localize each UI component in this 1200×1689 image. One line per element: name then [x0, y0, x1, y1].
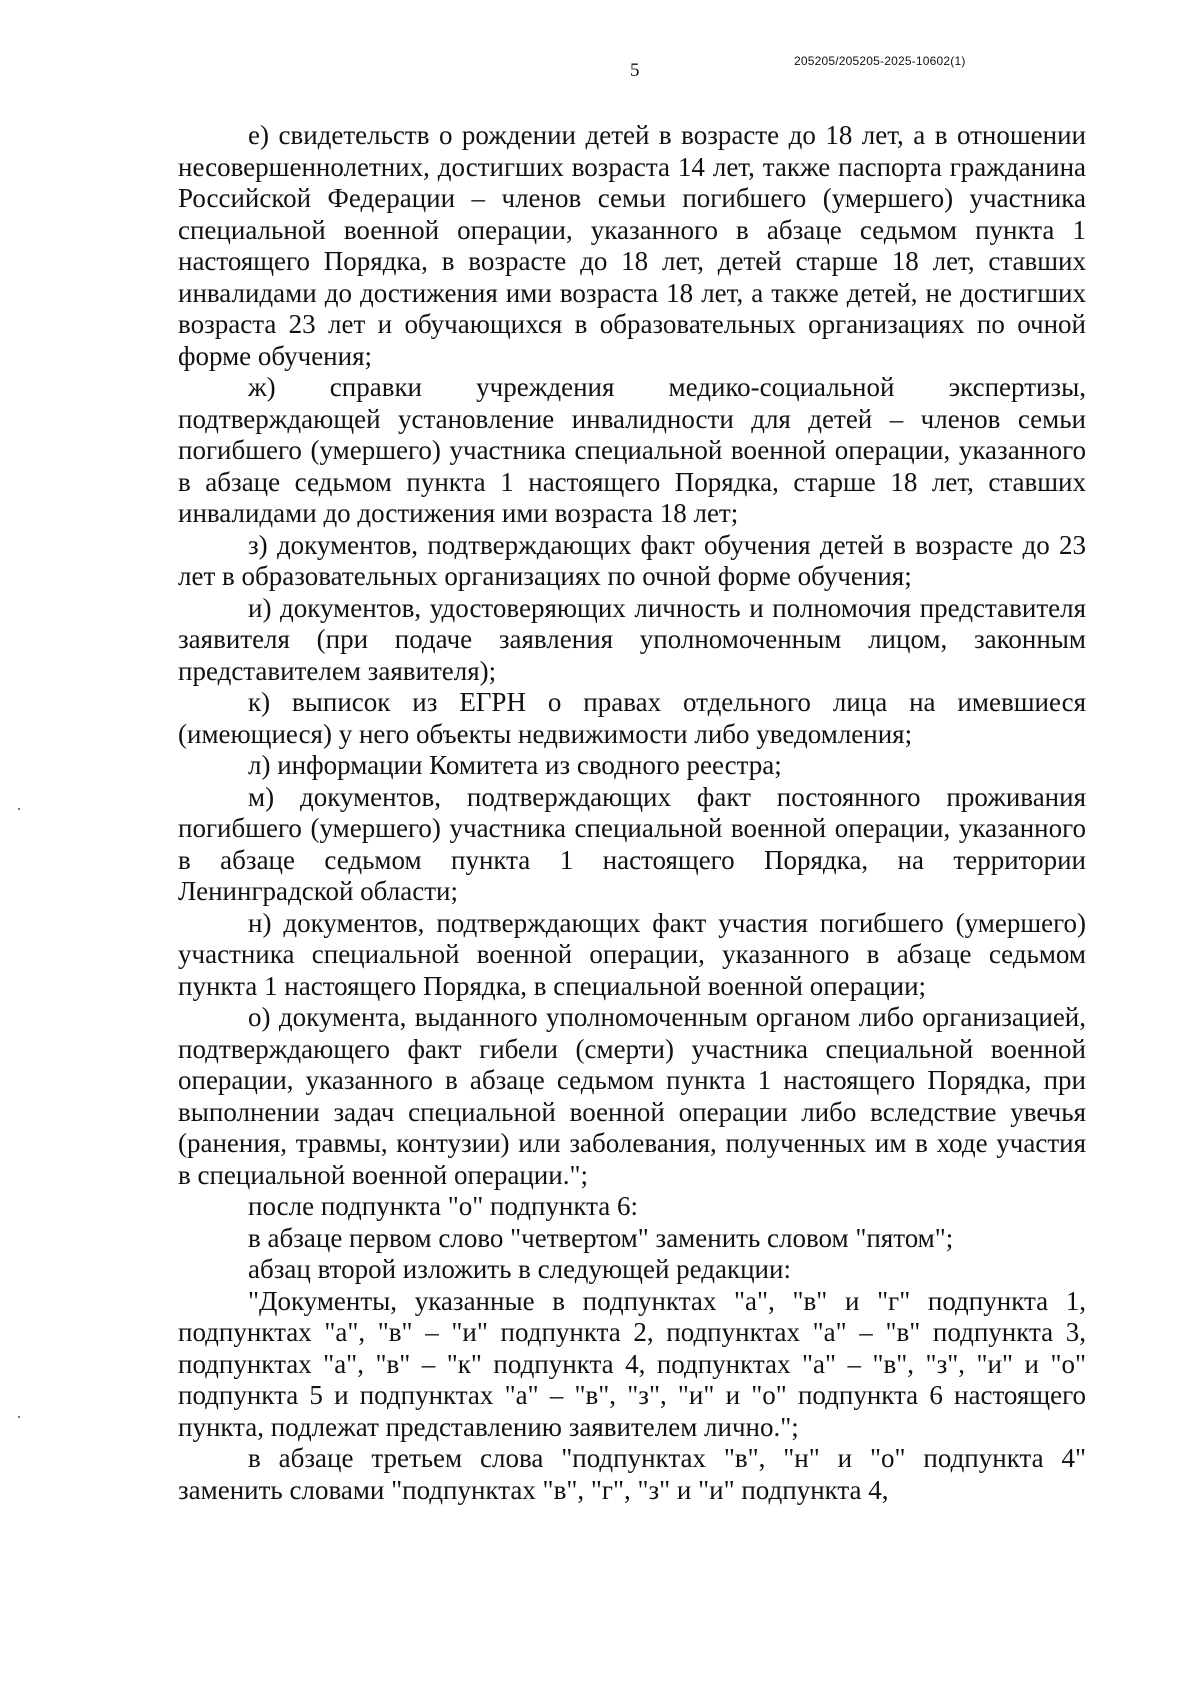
document-body: [178, 120, 1086, 1506]
paragraph-m: м) документов, подтверждающих факт постоянного проживания погибшего (умершего) участника специальной военной операции, указанного в абзаце седьмом пункта 1 настоящего Порядка, на территории Ленинградской области;: [178, 781, 1086, 906]
paragraph-i: и) документов, удостоверяющих личность и полномочия представителя заявителя (при подаче заявления уполномоченным лицом, законным представителем заявителя);: [178, 592, 1086, 686]
paragraph-zh: ж) справки учреждения медико-социальной экспертизы, подтверждающей установление инвалидности для детей – членов семьи погибшего (умершего) участника специальной военной операции, указанного в абзаце седьмом пункта 1 настоящего Порядка, старше 18 лет, ставших инвалидами до достижения ими возраста 18 лет;: [178, 372, 1086, 528]
paragraph-n: н) документов, подтверждающих факт участия погибшего (умершего) участника специальной военной операции, указанного в абзаце седьмом пункта 1 настоящего Порядка, в специальной военной операции;: [178, 907, 1086, 1001]
paragraph-l: л) информации Комитета из сводного реестра;: [248, 750, 782, 780]
paragraph-z: з) документов, подтверждающих факт обучения детей в возрасте до 23 лет в образовательных организациях по очной форме обучения;: [178, 529, 1086, 591]
document-id: 205205/205205-2025-10602(1): [794, 54, 966, 68]
paragraph-k: к) выписок из ЕГРН о правах отдельного лица на имевшиеся (имеющиеся) у него объекты недвижимости либо уведомления;: [178, 687, 1086, 749]
paragraph-third-abzats: в абзаце третьем слова "подпунктах "в", "н" и "о" подпункта 4" заменить словами "подпунктах "в", "г", "з" и "и" подпункта 4,: [178, 1443, 1086, 1505]
paragraph-second-abzats: абзац второй изложить в следующей редакции:: [248, 1254, 791, 1284]
paragraph-after-subitem-o: после подпункта "о" подпункта 6:: [248, 1191, 638, 1221]
paragraph-e: е) свидетельств о рождении детей в возрасте до 18 лет, а в отношении несовершеннолетних, достигших возраста 14 лет, также паспорта гражданина Российской Федерации – членов семьи погибшего (умершего) участника специальной военной операции, указанного в абзаце седьмом пункта 1 настоящего Порядка, в возрасте до 18 лет, детей старше 18 лет, ставших инвалидами до достижения ими возраста 18 лет, а также детей, не достигших возраста 23 лет и обучающихся в образовательных организациях по очной форме обучения;: [178, 120, 1086, 371]
paragraph-o: о) документа, выданного уполномоченным органом либо организацией, подтверждающего факт гибели (смерти) участника специальной военной операции, указанного в абзаце седьмом пункта 1 настоящего Порядка, при выполнении задач специальной военной операции либо вследствие увечья (ранения, травмы, контузии) или заболевания, полученных им в ходе участия в специальной военной операции.";: [178, 1002, 1086, 1190]
paragraph-first-abzats: в абзаце первом слово "четвертом" заменить словом "пятом";: [248, 1222, 954, 1253]
page-number: 5: [630, 60, 640, 81]
paragraph-documents-quote: "Документы, указанные в подпунктах "а", "в" и "г" подпункта 1, подпунктах "а", "в" – "и" подпункта 2, подпунктах "а" – "в" подпункта 3, подпунктах "а", "в" – "к" подпункта 4, подпунктах "а" – "в", "з", "и" и "о" подпункта 5 и подпунктах "а" – "в", "з", "и" и "о" подпункта 6 настоящего пункта, подлежат представлению заявителем лично.";: [178, 1285, 1086, 1442]
scan-speck: [18, 1416, 20, 1418]
scan-speck: [18, 808, 20, 810]
